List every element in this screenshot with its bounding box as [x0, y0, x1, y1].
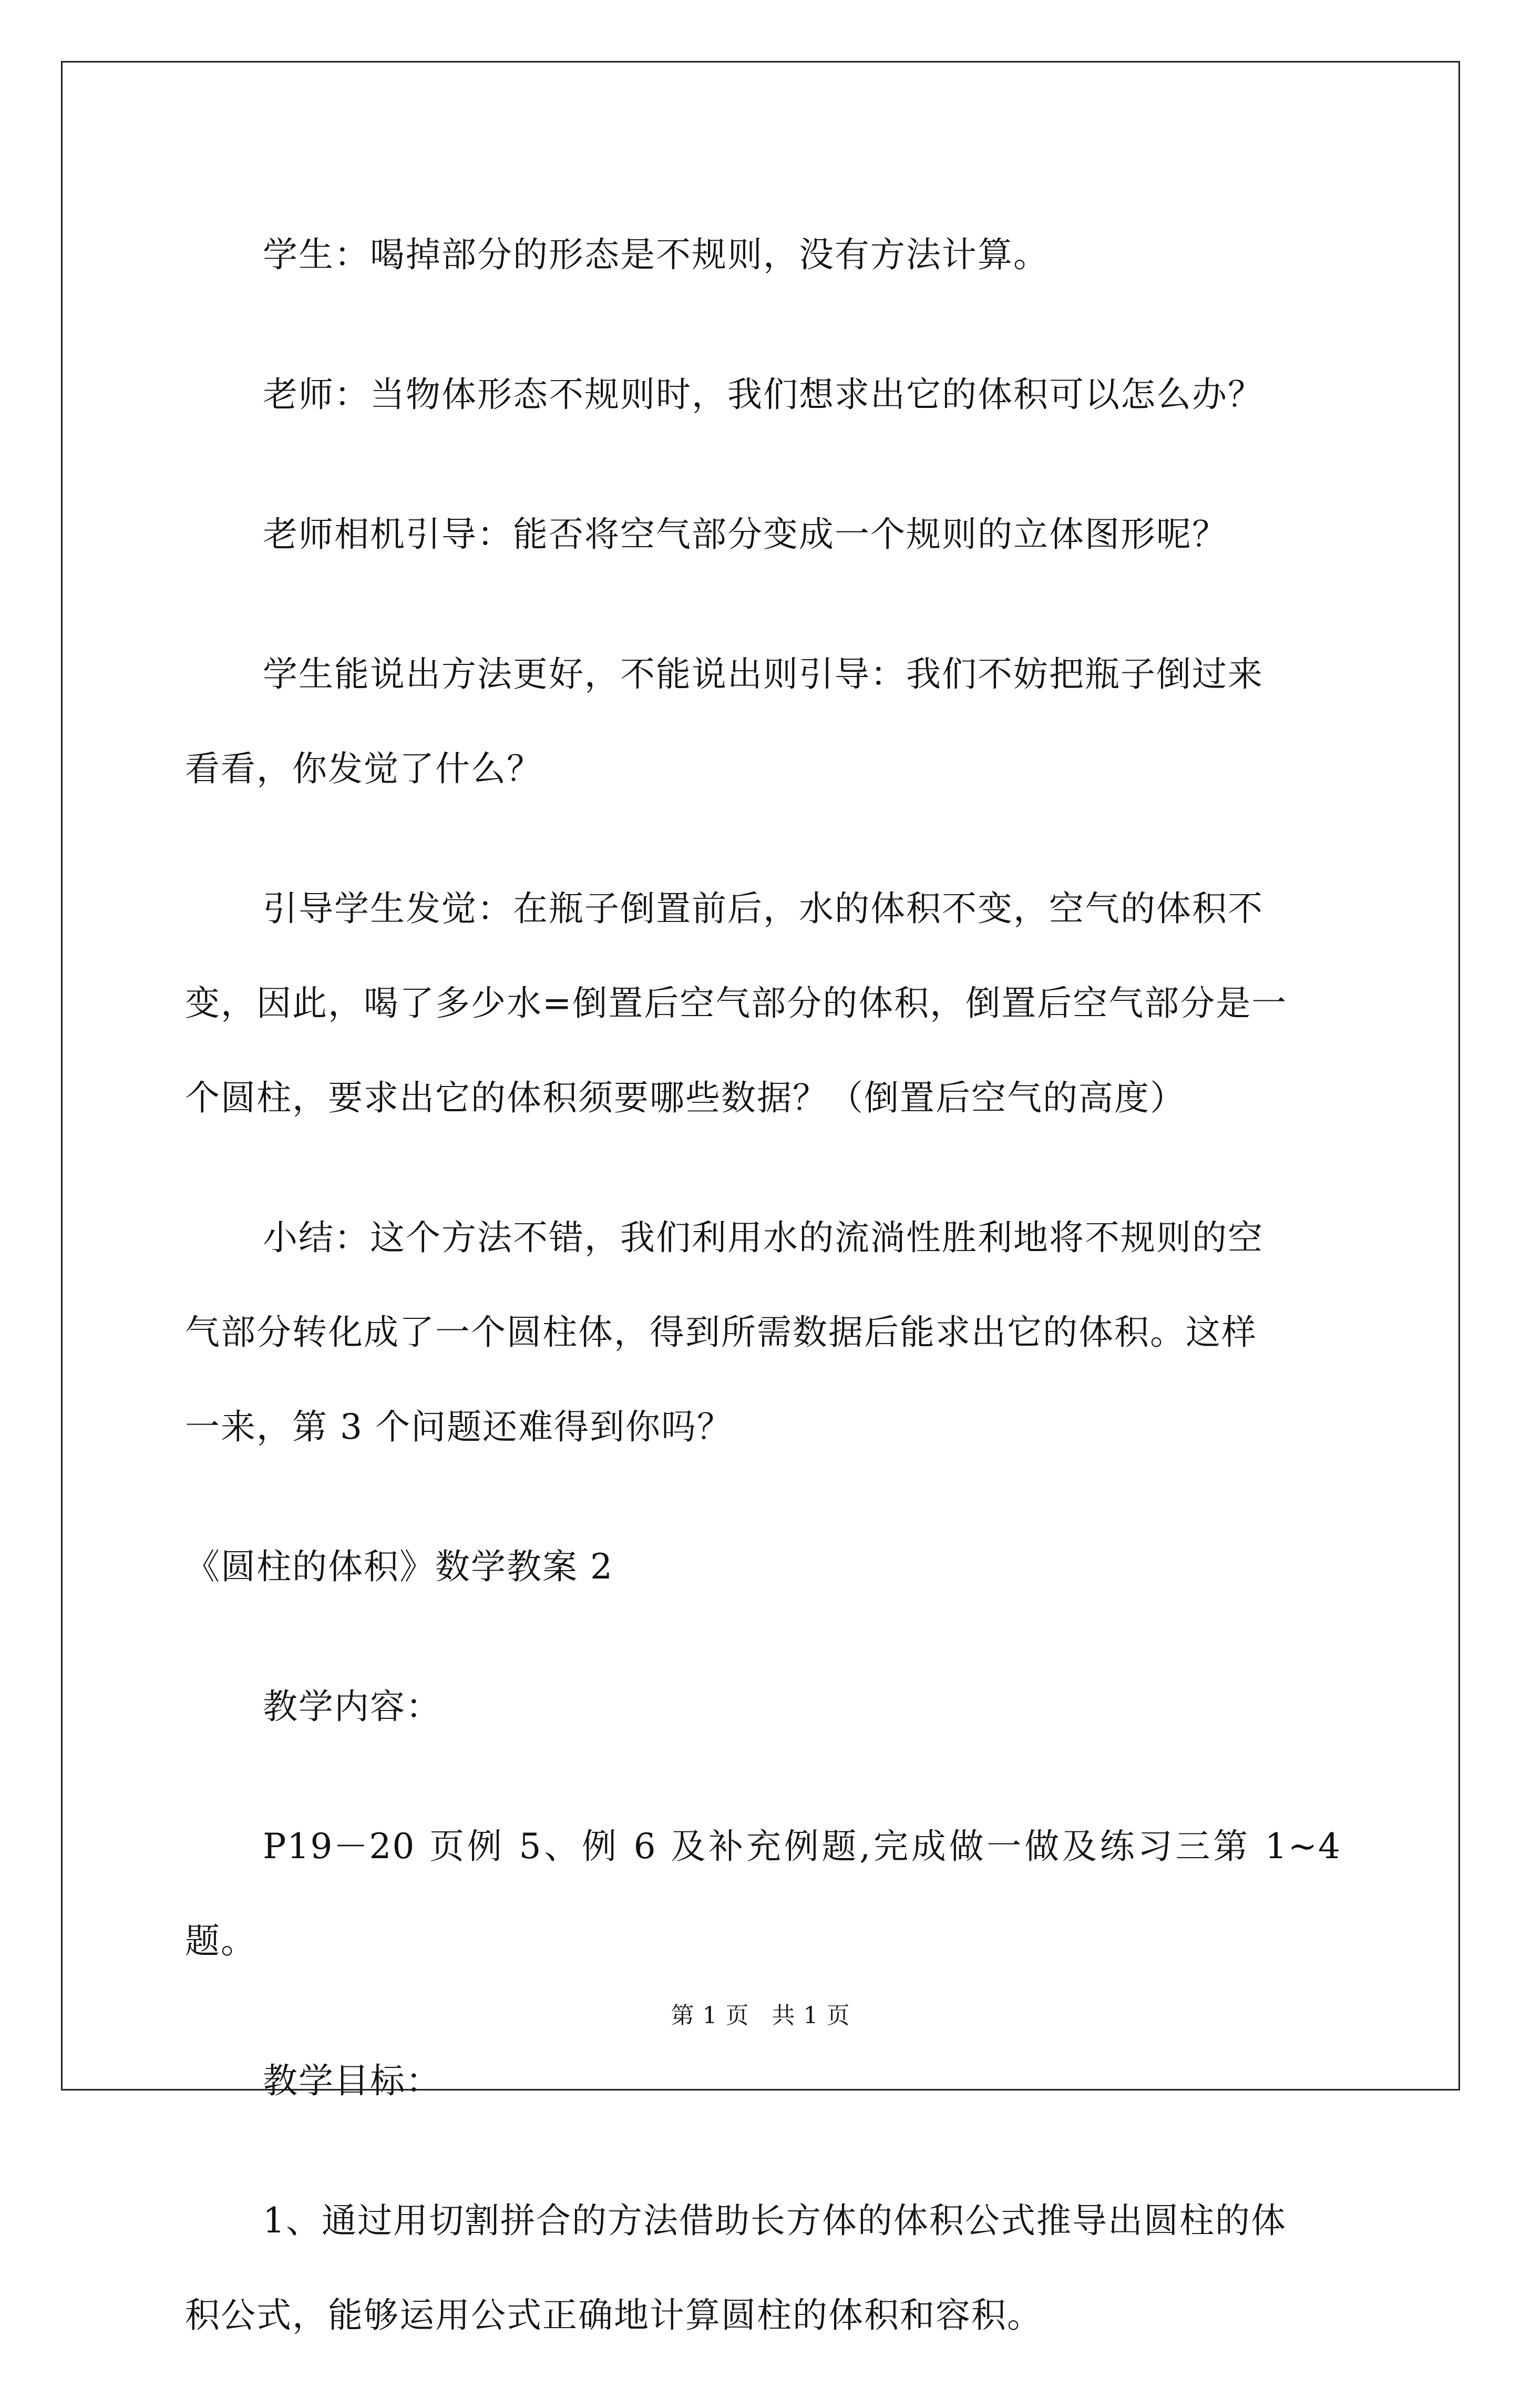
text-line: 小结：这个方法不错，我们利用水的流淌性胜利地将不规则的空	[263, 1217, 1263, 1258]
paragraph	[185, 208, 1341, 302]
text-line: 《圆柱的体积》数学教案 2	[185, 1546, 613, 1587]
page-total: 共 1 页	[772, 2002, 850, 2029]
paragraph	[185, 627, 1341, 816]
paragraph	[185, 1659, 1341, 1754]
document-body	[185, 208, 1341, 2408]
section-heading	[185, 1520, 1341, 1614]
page-number: 第 1 页	[671, 2002, 749, 2029]
paragraph	[185, 1191, 1341, 1474]
text-line: 变，因此，喝了多少水=倒置后空气部分的体积，倒置后空气部分是一	[185, 983, 1288, 1023]
text-line: P19－20 页例 5、例 6 及补充例题,完成做一做及练习三第 1~4 题。	[185, 1826, 1341, 1961]
paragraph	[185, 1799, 1341, 1989]
text-line: 教学内容：	[263, 1686, 441, 1727]
text-line: 老师：当物体形态不规则时，我们想求出它的体积可以怎么办？	[263, 374, 1263, 415]
paragraph	[185, 2034, 1341, 2128]
text-line: 学生能说出方法更好，不能说出则引导：我们不妨把瓶子倒过来	[263, 654, 1263, 694]
text-line: 个圆柱，要求出它的体积须要哪些数据？（倒置后空气的高度）	[185, 1078, 1186, 1118]
text-line: 一来，第 3 个问题还难得到你吗？	[185, 1407, 733, 1447]
text-line: 教学目标：	[263, 2061, 441, 2101]
text-line: 引导学生发觉：在瓶子倒置前后，水的体积不变，空气的体积不	[263, 888, 1263, 929]
text-line: 气部分转化成了一个圆柱体，得到所需数据后能求出它的体积。这样	[185, 1312, 1257, 1352]
text-line: 看看，你发觉了什么？	[185, 749, 542, 789]
text-line: 1、通过用切割拼合的方法借助长方体的体积公式推导出圆柱的体	[263, 2200, 1287, 2241]
paragraph	[185, 2174, 1341, 2363]
text-line: 积公式，能够运用公式正确地计算圆柱的体积和容积。	[185, 2295, 1043, 2335]
page-footer	[0, 1996, 1521, 2030]
paragraph	[185, 347, 1341, 442]
text-line: 老师相机引导：能否将空气部分变成一个规则的立体图形呢？	[263, 514, 1228, 555]
paragraph	[185, 487, 1341, 582]
paragraph	[185, 862, 1341, 1145]
text-line: 学生：喝掉部分的形态是不规则，没有方法计算。	[263, 234, 1049, 275]
